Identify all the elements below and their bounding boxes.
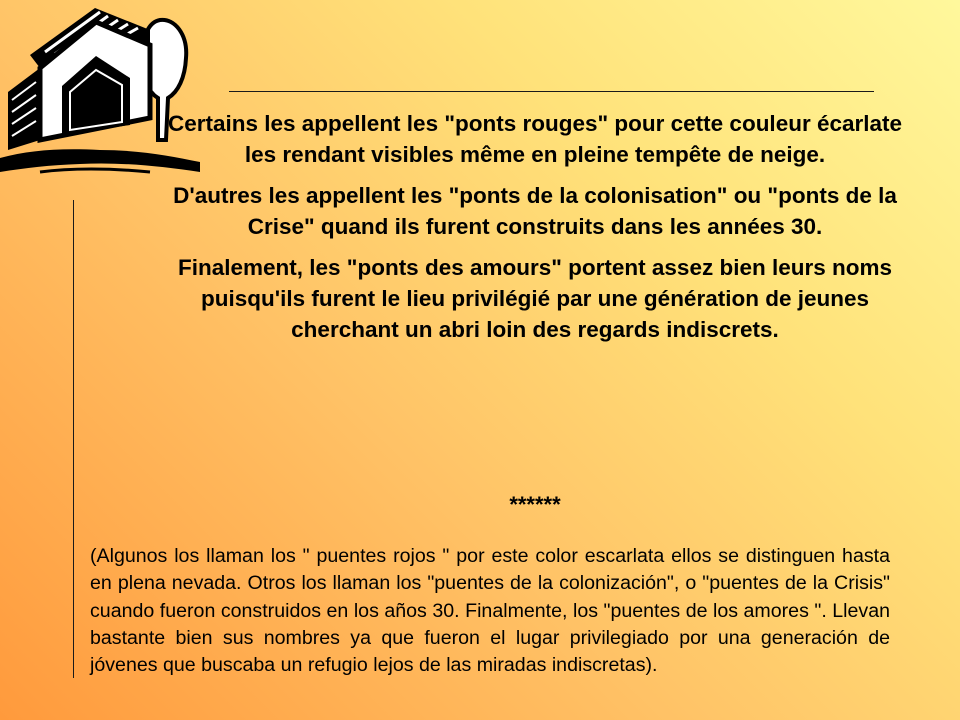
top-divider-line bbox=[229, 91, 874, 92]
french-paragraph: Finalement, les "ponts des amours" portent assez bien leurs noms puisqu'ils furent le lieu privilégié par une génération de jeunes cherchant un abri loin des regards indiscrets. bbox=[177, 255, 892, 342]
french-text-block bbox=[150, 108, 920, 355]
spanish-translation: (Algunos los llaman los " puentes rojos " por este color escarlata ellos se distinguen hasta en plena nevada. Otros los llaman los "puentes de la colonización", o "puentes de la Crisis" cuando fueron construidos en los años 30. Finalmente, los "puentes de los amores ". Llevan bastante bien sus nombres ya que fueron el lugar privilegiado por una generación de jóvenes que buscaba un refugio lejos de las miradas indiscretas). bbox=[90, 545, 890, 677]
left-divider-line bbox=[73, 200, 74, 678]
french-paragraph: Certains les appellent les "ponts rouges" pour cette couleur écarlate les rendant visibles même en pleine tempête de neige. bbox=[167, 111, 903, 167]
separator-stars: ****** bbox=[509, 492, 561, 517]
french-paragraph: D'autres les appellent les "ponts de la colonisation" ou "ponts de la Crise" quand ils furent construits dans les années 30. bbox=[173, 183, 897, 239]
